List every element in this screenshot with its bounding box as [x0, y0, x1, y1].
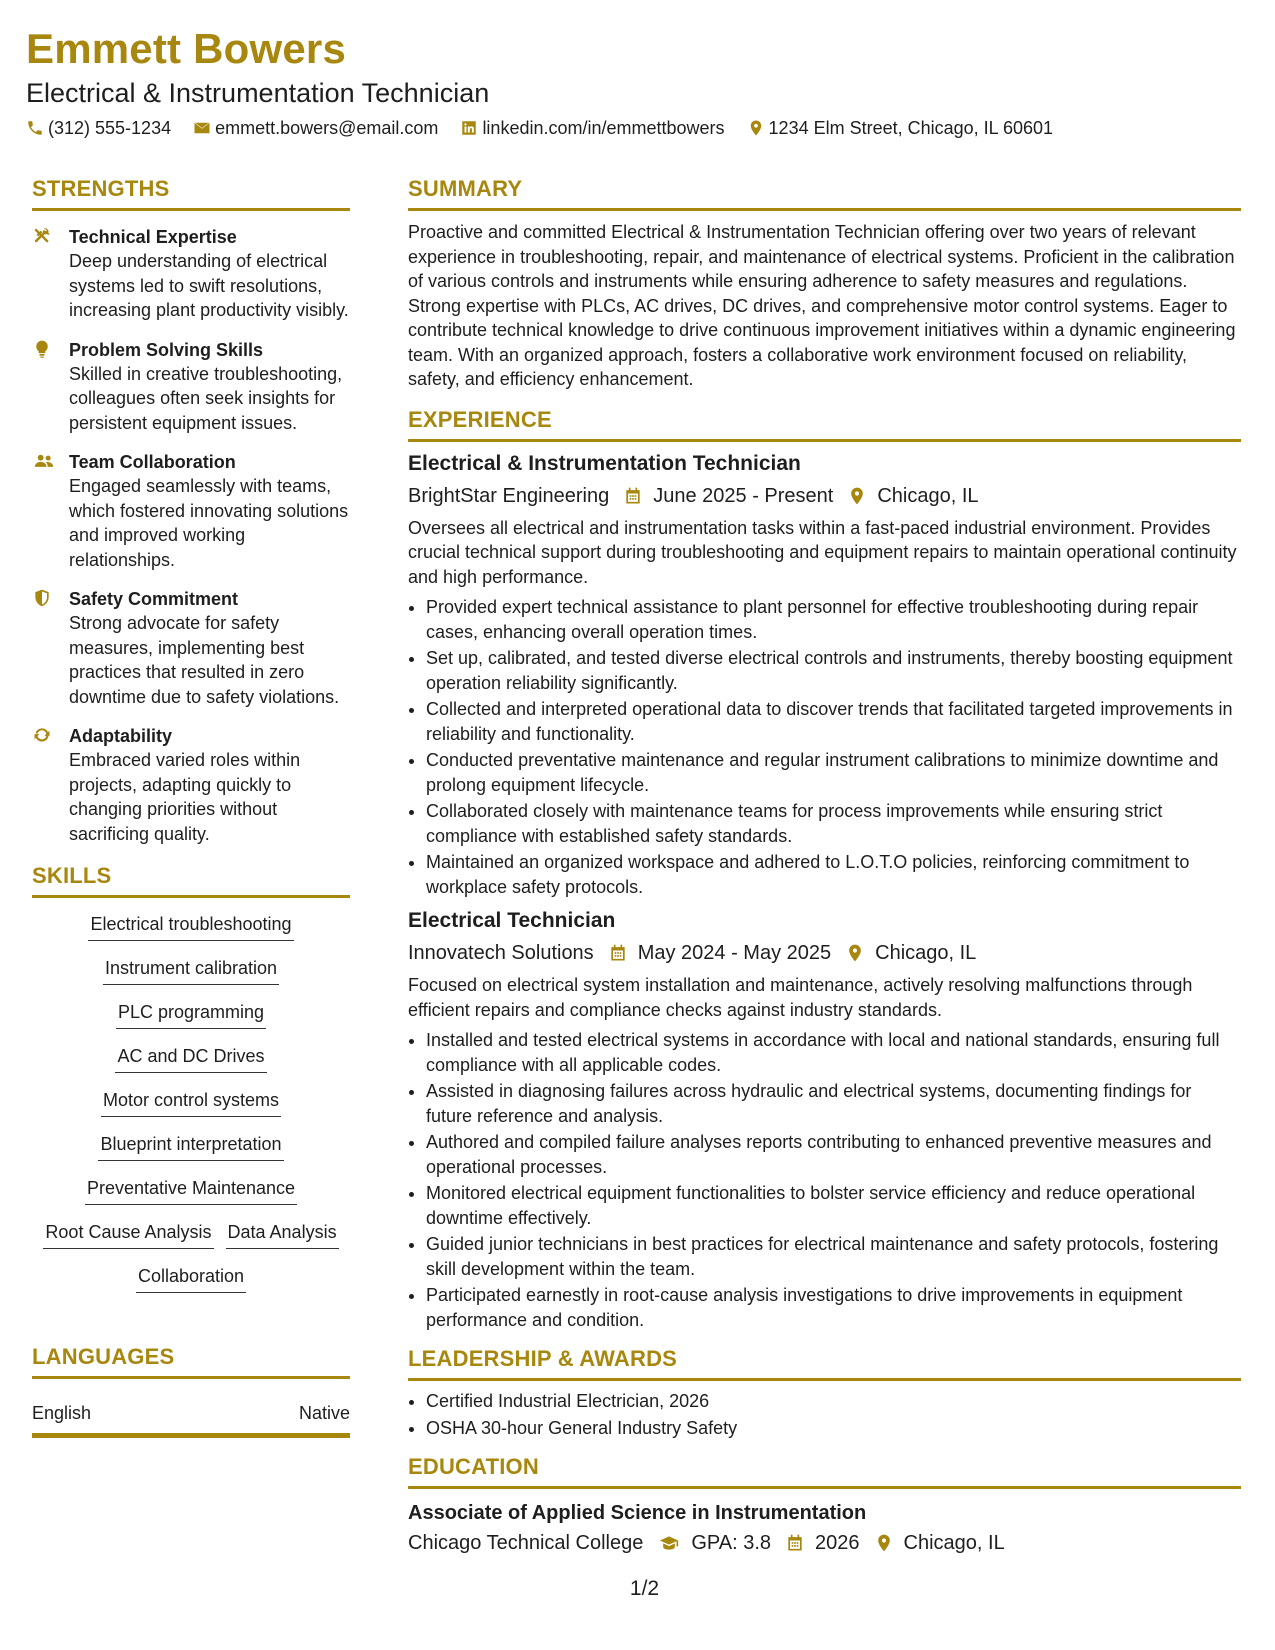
job-description: Focused on electrical system installation and maintenance, actively resolving malfunctions through efficient repairs and compliance checks against industry standards.: [408, 975, 1193, 1020]
strength-item: [32, 225, 350, 323]
job-entry: [408, 907, 1241, 1332]
company-name: BrightStar Engineering: [408, 484, 610, 507]
right-column: [408, 174, 1241, 1557]
left-column: [32, 174, 350, 1438]
strength-name: Adaptability: [69, 726, 173, 746]
calendar-icon: [785, 1533, 805, 1553]
award-item: • OSHA 30-hour General Industry Safety: [426, 1416, 1241, 1441]
skill-tag: Electrical troubleshooting: [88, 912, 293, 941]
awards-heading: LEADERSHIP & AWARDS: [408, 1346, 678, 1371]
bullet-item: • Set up, calibrated, and tested diverse electrical controls and instruments, thereby boosting equipment operation reliability significantly.: [426, 646, 1241, 695]
job-dates: June 2025 - Present: [653, 484, 834, 507]
bullet-item: • Provided expert technical assistance to plant personnel for effective troubleshooting during repair cases, enhancing overall operation times.: [426, 595, 1241, 644]
job-title: Electrical & Instrumentation Technician: [408, 451, 801, 475]
location-pin-icon: [747, 119, 765, 137]
page-number: 1/2: [629, 1577, 660, 1600]
phone-number: (312) 555-1234: [48, 118, 172, 138]
skill-tag: Data Analysis: [226, 1220, 339, 1249]
skill-tag: Collaboration: [136, 1264, 246, 1293]
section-divider: [408, 1486, 1241, 1489]
job-description: Oversees all electrical and instrumentation tasks within a fast-paced industrial environment. Provides crucial technical support during troubleshooting and equipment repairs to maintain operational continuity and high performance.: [408, 517, 1237, 587]
skills-section: [32, 861, 350, 1308]
skill-tag: Root Cause Analysis: [43, 1220, 213, 1249]
education-heading: EDUCATION: [408, 1454, 539, 1479]
job-meta: [408, 939, 1241, 967]
contact-linkedin[interactable]: [460, 116, 724, 140]
strength-name: Safety Commitment: [69, 589, 239, 609]
job-title: Electrical Technician: [408, 909, 616, 932]
strength-item: [32, 724, 350, 846]
strength-description: Skilled in creative troubleshooting, colleagues often seek insights for persistent equipment issues.: [69, 363, 343, 433]
education-section: [408, 1452, 1241, 1557]
contact-email[interactable]: [193, 116, 438, 140]
email-address[interactable]: emmett.bowers@email.com: [215, 118, 439, 138]
sync-icon: [32, 725, 52, 745]
gpa: GPA: 3.8: [691, 1532, 772, 1554]
experience-section: [408, 405, 1241, 1333]
skill-tag: PLC programming: [116, 1000, 266, 1029]
skills-heading: SKILLS: [32, 863, 112, 888]
contact-phone: [26, 116, 171, 140]
bullet-item: • Collected and interpreted operational data to discover trends that facilitated targeted improvements in reliability and functionality.: [426, 697, 1241, 746]
strength-description: Engaged seamlessly with teams, which fostered innovating solutions and improved working relationships.: [69, 476, 349, 570]
tools-icon: [32, 226, 52, 246]
language-name: English: [32, 1403, 92, 1423]
language-item: [32, 1401, 350, 1425]
strength-item: [32, 338, 350, 436]
bullet-item: • Guided junior technicians in best practices for electrical maintenance and safety protocols, fostering skill development within the team.: [426, 1232, 1241, 1281]
company-name: Innovatech Solutions: [408, 942, 594, 964]
strength-description: Embraced varied roles within projects, adapting quickly to changing priorities without sacrificing quality.: [69, 750, 301, 844]
contact-address: [747, 116, 1054, 140]
strength-item: [32, 587, 350, 709]
job-entry: [408, 450, 1241, 900]
location-pin-icon: [874, 1533, 894, 1553]
candidate-title: Electrical & Instrumentation Technician: [26, 78, 490, 108]
awards-list: [408, 1389, 1241, 1440]
strength-name: Team Collaboration: [69, 452, 236, 472]
contact-row: [26, 116, 1249, 140]
education-meta: [408, 1529, 1241, 1557]
experience-heading: EXPERIENCE: [408, 406, 552, 432]
bullet-item: • Authored and compiled failure analyses reports contributing to enhanced preventive measures and operational processes.: [426, 1130, 1241, 1179]
languages-heading: LANGUAGES: [32, 1344, 175, 1369]
skill-tag: Motor control systems: [101, 1088, 281, 1117]
phone-icon: [26, 119, 44, 137]
linkedin-icon: [460, 119, 478, 137]
job-dates: May 2024 - May 2025: [637, 942, 832, 964]
awards-section: [408, 1344, 1241, 1440]
skills-list: [32, 912, 350, 1308]
bullet-item: • Maintained an organized workspace and adhered to L.O.T.O policies, reinforcing commitment to workplace safety protocols.: [426, 850, 1241, 899]
shield-icon: [32, 588, 52, 608]
strength-description: Strong advocate for safety measures, implementing best practices that resulted in zero downtime due to safety violations.: [69, 613, 340, 707]
strengths-section: [32, 174, 350, 846]
lightbulb-icon: [32, 339, 52, 359]
bullet-item: • Participated earnestly in root-cause analysis investigations to drive improvements in equipment performance and condition.: [426, 1283, 1241, 1332]
section-divider: [32, 208, 350, 211]
degree-name: Associate of Applied Science in Instrumentation: [408, 1502, 867, 1524]
strength-name: Problem Solving Skills: [69, 339, 264, 360]
job-location: Chicago, IL: [877, 484, 979, 507]
location-pin-icon: [845, 943, 865, 963]
resume-header: [26, 22, 1249, 140]
job-meta: [408, 482, 1241, 510]
language-proficiency-bar: [32, 1433, 350, 1438]
summary-text: Proactive and committed Electrical & Instrumentation Technician offering over two years of relevant experience in troubleshooting, repair, and maintenance of electrical systems. Proficient in the calibration of various controls and instruments while ensuring adherence to safety measures and regulations. Strong expertise with PLCs, AC drives, DC drives, and comprehensive motor control systems. Eager to contribute technical knowledge to drive continuous improvement initiatives within a dynamic engineering team. With an organized approach, fosters a collaborative work environment focused on reliability, safety, and efficiency enhancement.: [408, 222, 1236, 389]
linkedin-url[interactable]: linkedin.com/in/emmettbowers: [482, 118, 725, 138]
section-divider: [32, 895, 350, 898]
location-pin-icon: [847, 486, 867, 506]
graduation-cap-icon: [657, 1533, 681, 1553]
bullet-item: • Assisted in diagnosing failures across hydraulic and electrical systems, documenting findings for future reference and analysis.: [426, 1079, 1241, 1128]
calendar-icon: [608, 943, 628, 963]
strengths-heading: STRENGTHS: [32, 176, 170, 201]
summary-section: [408, 174, 1241, 392]
section-divider: [32, 1376, 350, 1379]
summary-heading: SUMMARY: [408, 176, 523, 201]
school-name: Chicago Technical College: [408, 1532, 644, 1554]
candidate-name: Emmett Bowers: [26, 25, 347, 72]
calendar-icon: [623, 486, 643, 506]
section-divider: [408, 439, 1241, 442]
strength-name: Technical Expertise: [69, 227, 237, 247]
bullet-item: • Conducted preventative maintenance and regular instrument calibrations to minimize downtime and prolong equipment lifecycle.: [426, 748, 1241, 797]
award-item: • Certified Industrial Electrician, 2026: [426, 1389, 1241, 1414]
skill-tag: AC and DC Drives: [115, 1044, 266, 1073]
bullet-item: • Monitored electrical equipment functionalities to bolster service efficiency and reduce operational downtime effectively.: [426, 1181, 1241, 1230]
street-address: 1234 Elm Street, Chicago, IL 60601: [768, 118, 1054, 138]
strength-item: [32, 450, 350, 572]
bullet-item: • Installed and tested electrical systems in accordance with local and national standards, ensuring full compliance with all applicable codes.: [426, 1028, 1241, 1077]
section-divider: [408, 208, 1241, 211]
strength-description: Deep understanding of electrical systems led to swift resolutions, increasing plant productivity visibly.: [69, 251, 349, 320]
graduation-year: 2026: [815, 1532, 860, 1554]
envelope-icon: [193, 119, 211, 137]
job-location: Chicago, IL: [875, 942, 977, 964]
section-divider: [408, 1378, 1241, 1381]
languages-section: [32, 1342, 350, 1438]
school-location: Chicago, IL: [903, 1532, 1005, 1554]
skill-tag: Preventative Maintenance: [85, 1176, 297, 1205]
skill-tag: Blueprint interpretation: [98, 1132, 283, 1161]
job-bullets: [408, 1028, 1241, 1332]
job-bullets: [408, 595, 1241, 899]
skill-tag: Instrument calibration: [103, 956, 279, 985]
language-level: Native: [298, 1403, 350, 1423]
bullet-item: • Collaborated closely with maintenance teams for process improvements while ensuring strict compliance with established safety standards.: [426, 799, 1241, 848]
users-icon: [32, 451, 56, 471]
